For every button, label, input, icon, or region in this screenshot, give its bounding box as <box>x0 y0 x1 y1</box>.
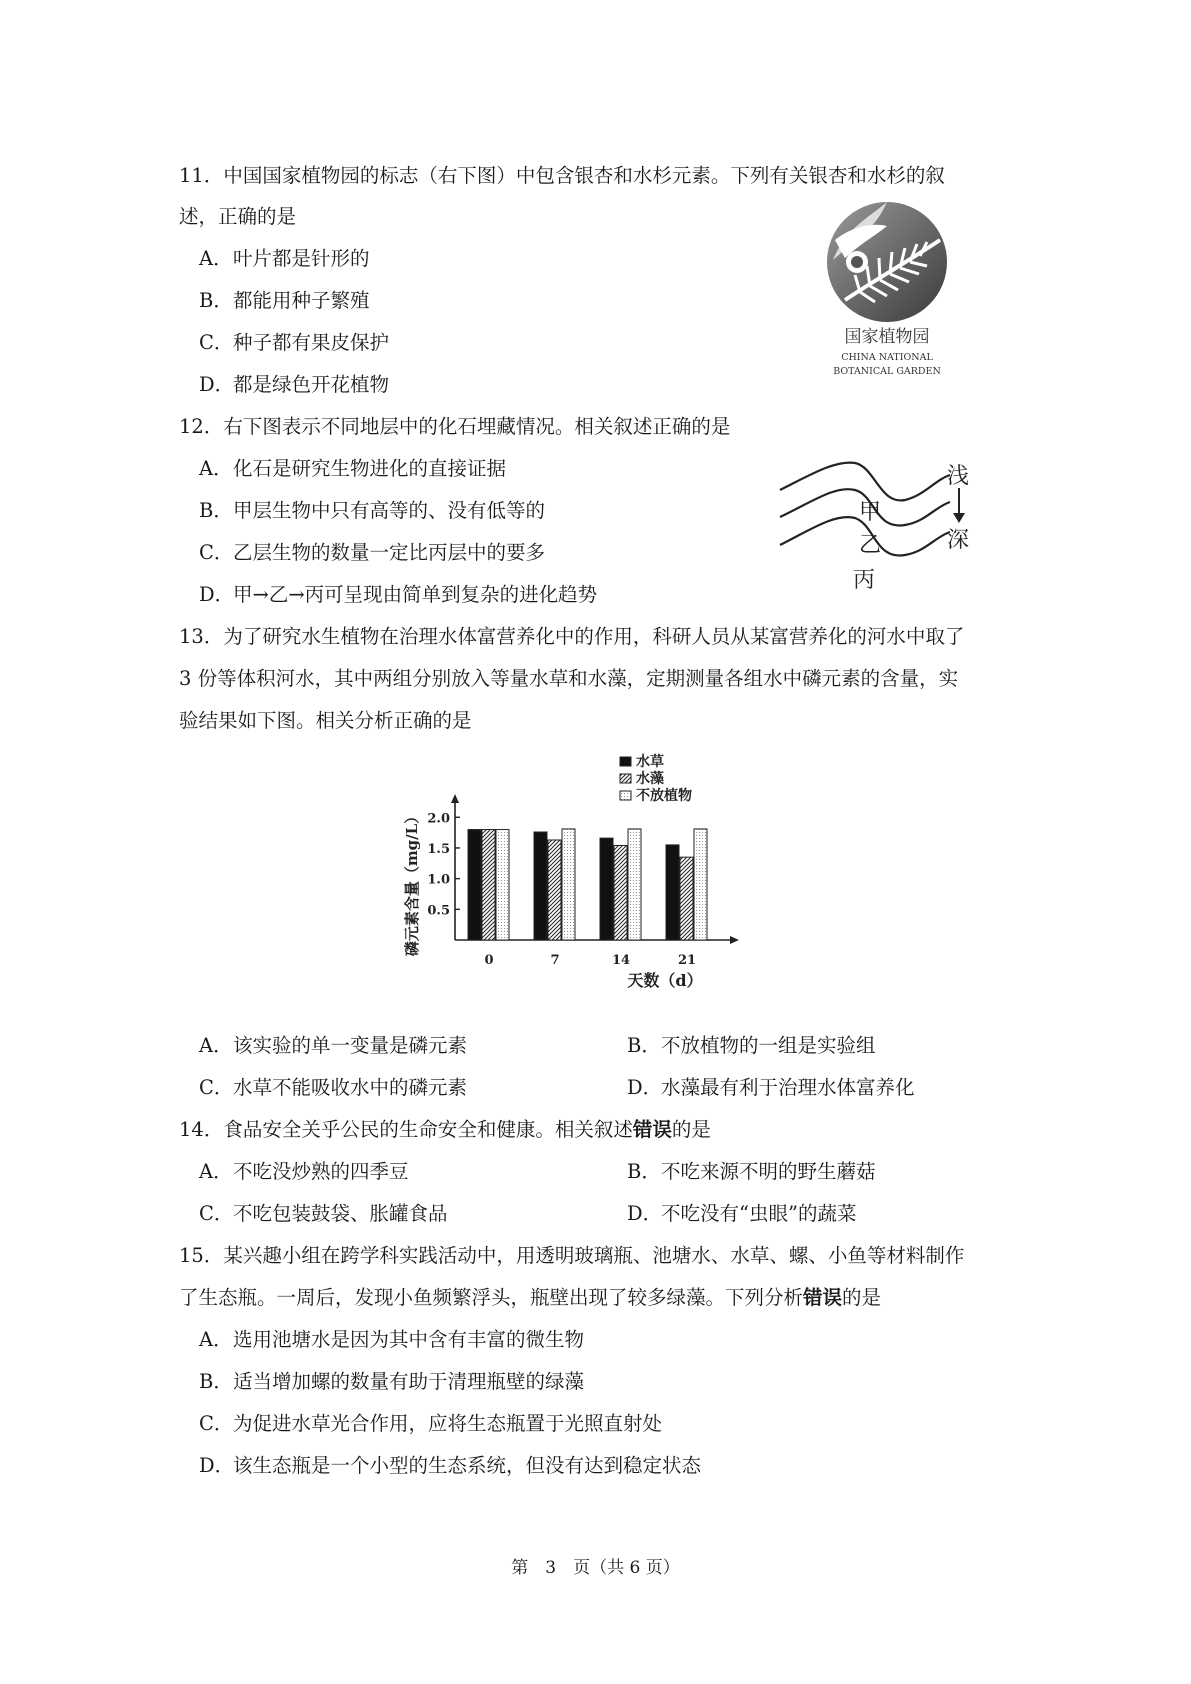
q13-stem-line1: 13．为了研究水生植物在治理水体富营养化中的作用，科研人员从某富营养化的河水中取了 <box>179 625 965 648</box>
phosphorus-bar-chart <box>395 745 765 1005</box>
q15-stem-line2: 了生态瓶。一周后，发现小鱼频繁浮头，瓶壁出现了较多绿藻。下列分析错误的是 <box>179 1286 882 1309</box>
y-tick-label: 0.5 <box>427 903 450 919</box>
legend-swatch-水草 <box>620 757 631 766</box>
q13-stem-line3: 验结果如下图。相关分析正确的是 <box>179 709 472 732</box>
q14-option-a: A．不吃没炒熟的四季豆 <box>199 1160 409 1183</box>
x-tick-label: 7 <box>550 953 560 968</box>
q11-option-a: A．叶片都是针形的 <box>199 247 370 270</box>
bar-水藻-21 <box>680 857 693 940</box>
legend-label-水草: 水草 <box>636 754 664 770</box>
logo-name-cn: 国家植物园 <box>844 327 930 347</box>
q13-option-c: C．水草不能吸收水中的磷元素 <box>199 1076 468 1099</box>
botanical-garden-logo <box>815 200 960 380</box>
bar-不放植物-14 <box>628 829 641 940</box>
logo-name-en1: CHINA NATIONAL <box>841 352 933 363</box>
legend-swatch-水藻 <box>620 774 631 783</box>
q11-option-c: C．种子都有果皮保护 <box>199 331 390 354</box>
q14-stem: 14．食品安全关乎公民的生命安全和健康。相关叙述错误的是 <box>179 1118 711 1141</box>
q14-option-c: C．不吃包装鼓袋、胀罐食品 <box>199 1202 448 1225</box>
x-tick-label: 14 <box>611 953 631 968</box>
q12-option-a: A．化石是研究生物进化的直接证据 <box>199 457 507 480</box>
x-axis-label: 天数（d） <box>627 971 703 990</box>
depth-arrow-head <box>953 513 965 523</box>
bar-水藻-0 <box>482 830 495 940</box>
q13-stem-line2: 3 份等体积河水，其中两组分别放入等量水草和水藻，定期测量各组水中磷元素的含量，实 <box>179 667 959 690</box>
bar-水草-14 <box>600 838 613 940</box>
q12-stem-line1: 12．右下图表示不同地层中的化石埋藏情况。相关叙述正确的是 <box>179 415 731 438</box>
q11-stem-line1: 11．中国国家植物园的标志（右下图）中包含银杏和水杉元素。下列有关银杏和水杉的叙 <box>179 164 945 187</box>
shallow-label: 浅 <box>947 464 970 489</box>
bar-水草-21 <box>666 845 679 940</box>
q15-option-d: D．该生态瓶是一个小型的生态系统，但没有达到稳定状态 <box>199 1454 702 1477</box>
q14-option-b: B．不吃来源不明的野生蘑菇 <box>627 1160 876 1183</box>
logo-name-en2: BOTANICAL GARDEN <box>833 366 941 377</box>
page-footer: 第 3 页（共 6 页） <box>511 1558 680 1578</box>
q13-option-a: A．该实验的单一变量是磷元素 <box>199 1034 468 1057</box>
layer-jia-label: 甲 <box>859 500 882 525</box>
y-axis-arrow <box>451 794 459 803</box>
q15-stem-line1: 15．某兴趣小组在跨学科实践活动中，用透明玻璃瓶、池塘水、水草、螺、小鱼等材料制作 <box>179 1244 965 1267</box>
bar-水藻-14 <box>614 846 627 941</box>
bar-水草-7 <box>534 832 547 940</box>
q12-option-c: C．乙层生物的数量一定比丙层中的要多 <box>199 541 546 564</box>
q14-bold-keyword: 错误 <box>632 1118 672 1141</box>
bar-不放植物-7 <box>562 829 575 940</box>
layer-bing-label: 丙 <box>853 568 876 593</box>
q13-option-d: D．水藻最有利于治理水体富养化 <box>627 1076 915 1099</box>
y-tick-label: 2.0 <box>427 811 450 827</box>
q14-option-d: D．不吃没有“虫眼”的蔬菜 <box>627 1202 857 1225</box>
q12-option-b: B．甲层生物中只有高等的、没有低等的 <box>199 499 546 522</box>
fossil-strata-figure <box>775 455 985 595</box>
legend-swatch-不放植物 <box>620 791 631 800</box>
legend-label-水藻: 水藻 <box>636 771 664 787</box>
bar-不放植物-21 <box>694 829 707 940</box>
q12-option-d: D．甲→乙→丙可呈现由简单到复杂的进化趋势 <box>199 583 598 606</box>
q15-bold-keyword: 错误 <box>803 1286 843 1309</box>
q11-stem-line2: 述，正确的是 <box>179 205 297 228</box>
x-tick-label: 0 <box>484 953 494 968</box>
x-axis-arrow <box>730 936 739 944</box>
q15-option-b: B．适当增加螺的数量有助于清理瓶壁的绿藻 <box>199 1370 585 1393</box>
x-tick-label: 21 <box>677 953 697 968</box>
bar-不放植物-0 <box>496 830 509 940</box>
q11-option-b: B．都能用种子繁殖 <box>199 289 370 312</box>
layer-yi-label: 乙 <box>859 533 882 558</box>
bar-水草-0 <box>468 830 481 940</box>
q15-option-c: C．为促进水草光合作用，应将生态瓶置于光照直射处 <box>199 1412 663 1435</box>
deep-label: 深 <box>947 528 970 553</box>
q13-option-b: B．不放植物的一组是实验组 <box>627 1034 876 1057</box>
q11-option-d: D．都是绿色开花植物 <box>199 373 390 396</box>
q15-option-a: A．选用池塘水是因为其中含有丰富的微生物 <box>199 1328 585 1351</box>
y-axis-label: 磷元素含量（mg/L） <box>403 808 421 957</box>
y-tick-label: 1.5 <box>427 841 450 857</box>
bar-水藻-7 <box>548 840 561 940</box>
legend-label-不放植物: 不放植物 <box>636 788 692 804</box>
y-tick-label: 1.0 <box>427 872 450 888</box>
